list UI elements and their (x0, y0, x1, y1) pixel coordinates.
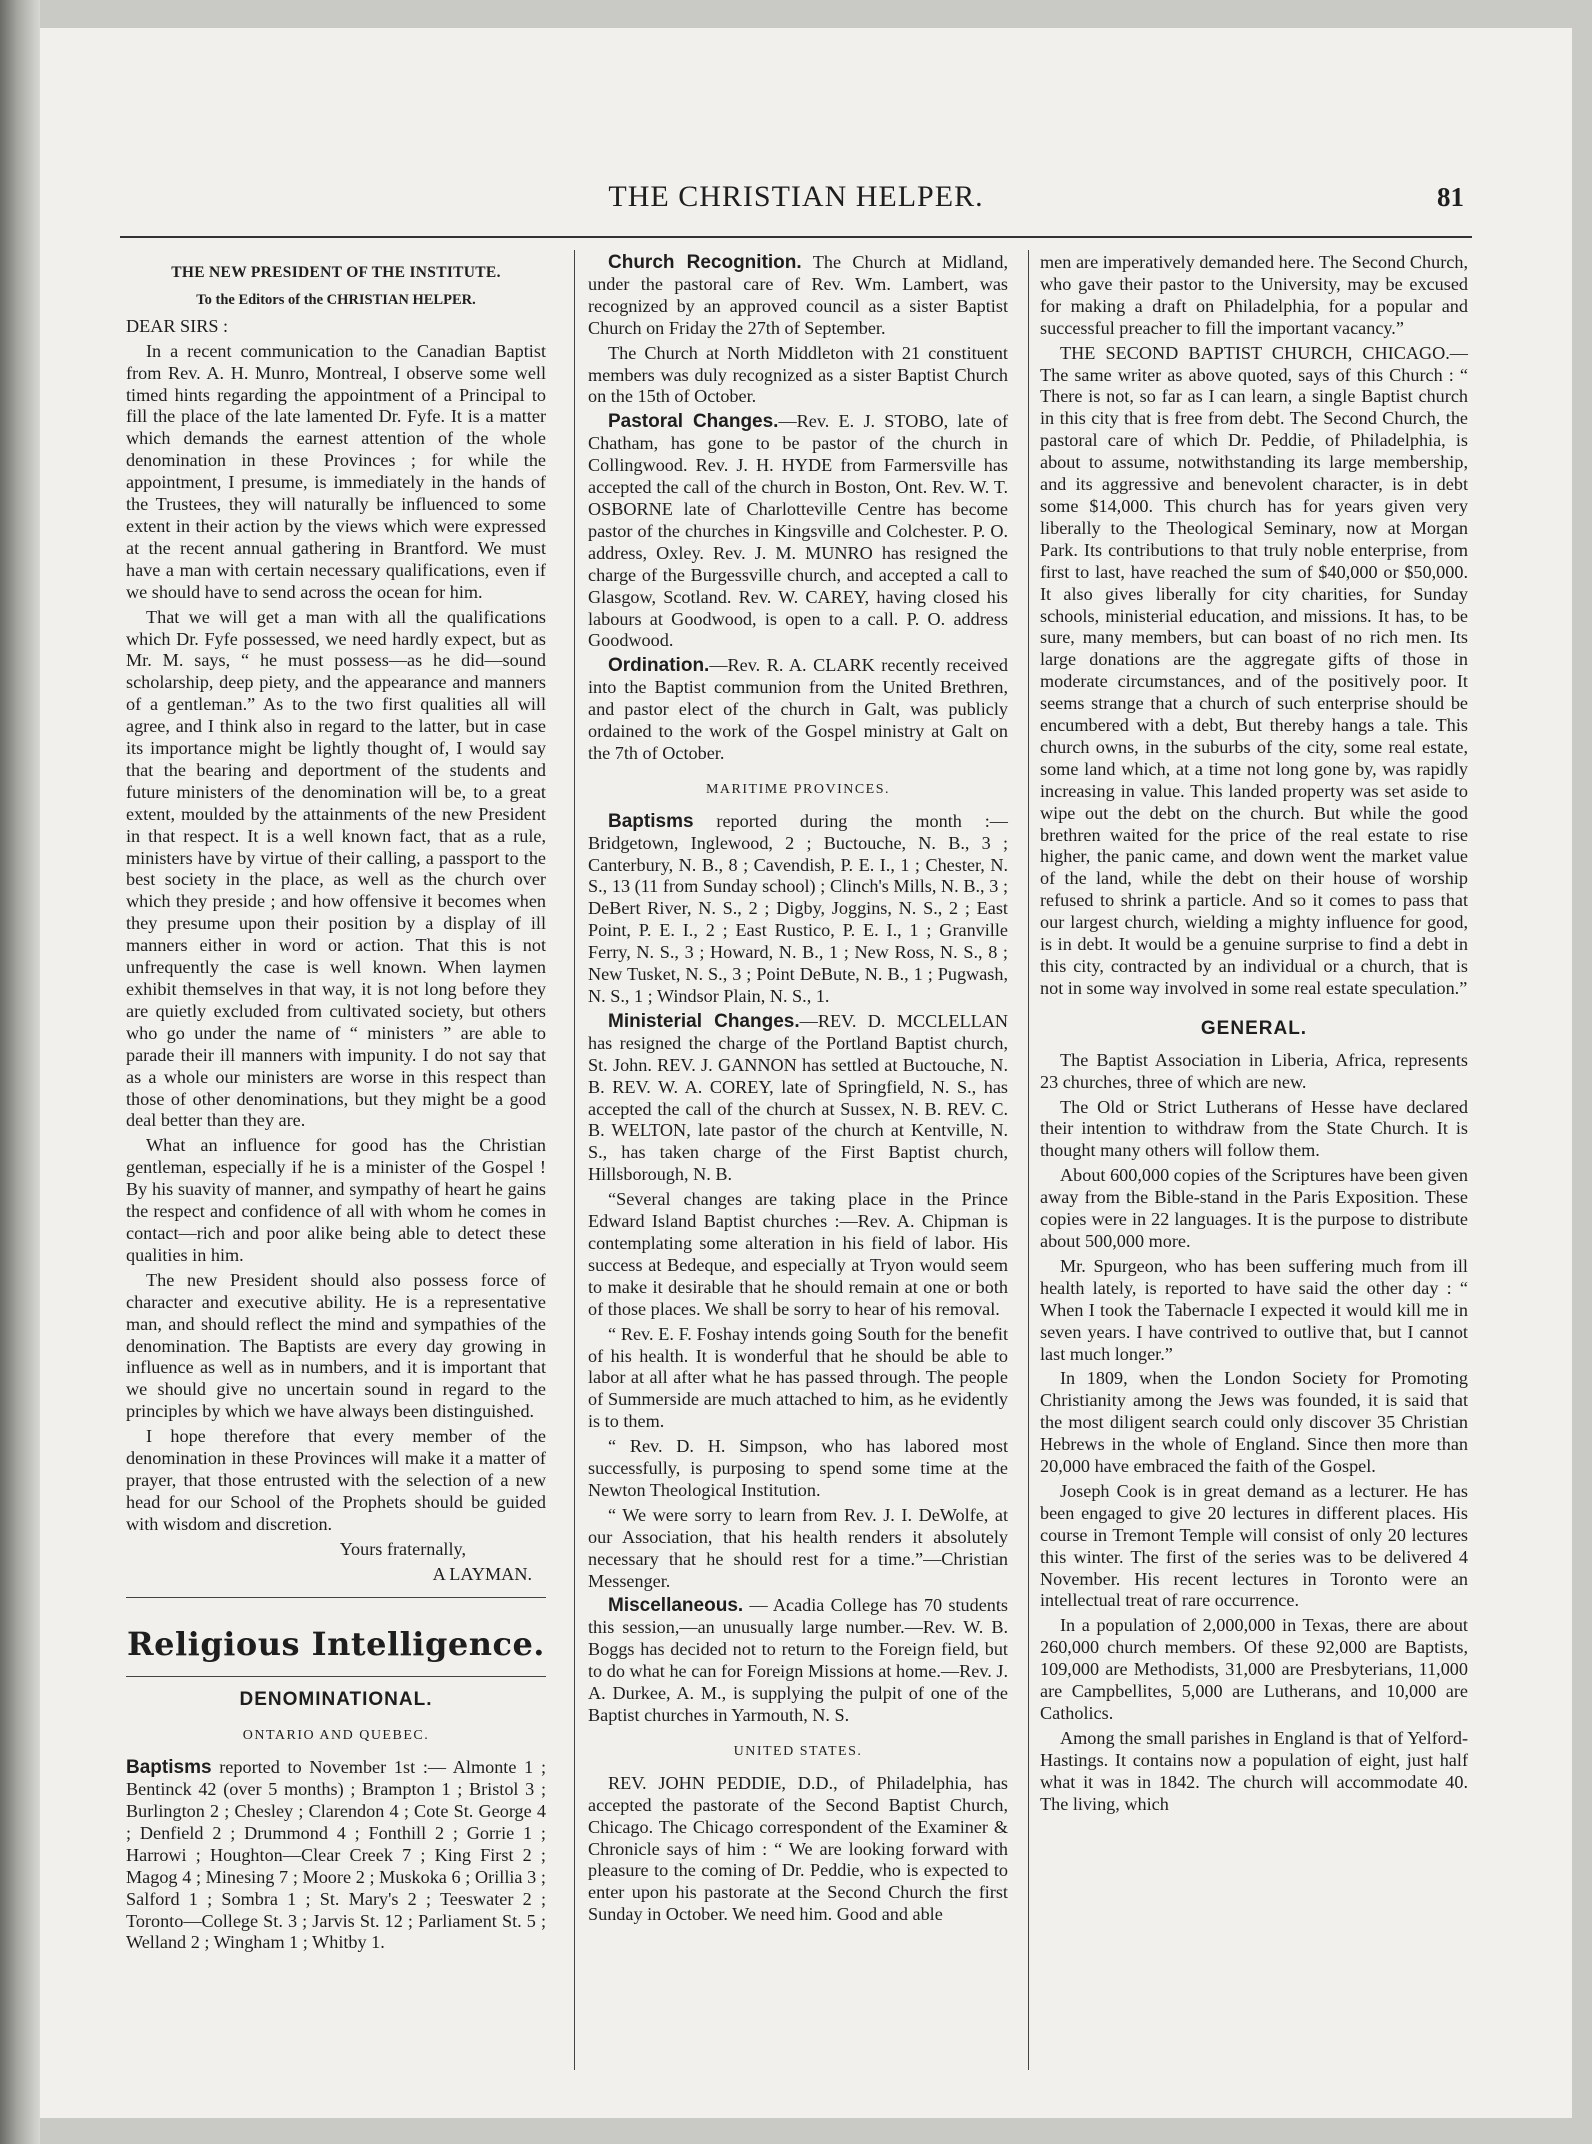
quote-paragraph: “ Rev. E. F. Foshay intends going South for the benefit of his health. It is wonderful that he should be able to labor at all after what he has passed through. The people of Summerside are much attached to him, as he evidently is to them. (588, 1323, 1008, 1432)
news-paragraph: REV. JOHN PEDDIE, D.D., of Philadelphia, has accepted the pastorate of the Second Baptist Church, Chicago. The Chicago correspondent of the Examiner & Chronicle says of him : “ We are looking forward with pleasure to the coming of Dr. Peddie, who is expected to enter upon his pastorate at the Second Church the first Sunday in October. We need him. Good and able (588, 1772, 1008, 1925)
rubric: Ordination. (608, 655, 710, 677)
subsection-heading: GENERAL. (1200, 1017, 1308, 1039)
quote-paragraph: “Several changes are taking place in the Prince Edward Island Baptist churches :—Rev. A. Chipman is contemplating some alteration in his field of labor. His success at Bedeque, and especially at Tryon would seem to make it desirable that he should remain at one or both of those places. We shall be sorry to hear of his removal. (588, 1189, 1008, 1319)
column-1 (126, 252, 546, 1957)
section-divider (126, 1676, 546, 1677)
news-paragraph: THE SECOND BAPTIST CHURCH, CHICAGO.—The same writer as above quoted, says of this Church : “ There is not, so far as I can learn, a single Baptist church in this city that is free from debt. The Second Church, the pastoral care of which Dr. Peddie, of Philadelphia, is about to assume, notwithstanding its large membership, and its aggressive and benevolent character, is in debt some $14,000. This church has for years given very liberally to the Theological Seminary, now at Morgan Park. Its contributions to that truly noble enterprise, from first to last, have reached the sum of $40,000 or $50,000. It also gives liberally for city charities, for Sunday schools, ministerial education, and missions. It has, to be sure, many members, but can boast of no rich men. Its large donations are the aggregate gifts of those in moderate circumstances, and of the positively poor. It seems strange that a church of such enterprise should be encumbered with a debt, But thereby hangs a tale. This church owns, in the suburbs of the city, some real estate, some land which, at a time not long gone by, was rapidly increasing in value. This landed property was set aside to wipe out the debt on the church. But while the good brethren waited for the price of the real estate to rise higher, the panic came, and down went the market value of the land, while the debt on their house of worship refused to shrink a particle. And so it comes to pass that our largest church, wielding a mighty influence for good, is in debt. It would be a genuine surprise to find a debt in this city, contracted by an individual or a church, that is not in some way involved in some real estate speculation.” (1040, 342, 1468, 998)
ministerial-text: —REV. D. MCCLELLAN has resigned the charge of the Portland Baptist church, St. John. REV. J. GANNON has settled at Buctouche, N. B. REV. W. A. COREY, late of Springfield, N. S., has accepted the call of the church at Sussex, N. B. REV. C. B. WELTON, late pastor of the church at Kentville, N. S., has taken charge of the First Baptist church, Hillsborough, N. B. (588, 1010, 1008, 1185)
pastoral-text: —Rev. E. J. STOBO, late of Chatham, has gone to be pastor of the church in Collingwood. Rev. J. H. HYDE from Farmersville has accepted the call of the church in Boston, Ont. Rev. W. T. OSBORNE late of Charlotteville Centre has become pastor of the churches in Kingsville and Colchester. P. O. address, Oxley. Rev. J. M. MUNRO has resigned the charge of the Burgessville church, and accepted a call to Glasgow, Scotland. Rev. W. CAREY, having closed his labours at Goodwood, is open to a call. P. O. address Goodwood. (588, 411, 1009, 651)
address-line: To the Editors of the CHRISTIAN HELPER. (196, 291, 476, 308)
recognition-text: The Church at Midland, under the pastoral care of Rev. Wm. Lambert, was recognized by an approved council as a sister Baptist Church on Friday the 27th of September. (588, 252, 1009, 338)
subsection-heading: DENOMINATIONAL. (239, 1689, 433, 1711)
letter-paragraph: The new President should also possess force of character and executive ability. He is a representative man, and should reflect the mind and sympathies of the denomination. The Baptists are every day growing in influence as well as in numbers, and it is important that we should give no uncertain sound in regard to the principles by which we have always been distinguished. (126, 1269, 546, 1422)
rubric: Church Recognition. (608, 252, 802, 273)
page-number: 81 (1437, 182, 1464, 212)
general-item: The Baptist Association in Liberia, Africa, represents 23 churches, three of which are new. (1040, 1049, 1468, 1092)
region-heading: MARITIME PROVINCES. (705, 781, 891, 797)
quote-paragraph: “ Rev. D. H. Simpson, who has labored most successfully, is purposing to spend some time at the Newton Theological Institution. (588, 1436, 1008, 1500)
column-2 (588, 252, 1008, 1929)
article-heading: THE NEW PRESIDENT OF THE INSTITUTE. (171, 264, 501, 281)
closing: Yours fraternally, (339, 1538, 466, 1559)
ordination-text: —Rev. R. A. CLARK recently received into the Baptist communion from the United Brethren, and pastor elect of the church in Galt, was publicly ordained to the work of the Gospel ministry at Galt on the 7th of October. (588, 655, 1008, 763)
section-divider (126, 1597, 546, 1598)
general-item: About 600,000 copies of the Scriptures have been given away from the Bible-stand in the Paris Exposition. These copies were in 22 languages. It is the purpose to distribute about 500,000 more. (1040, 1165, 1468, 1251)
misc-text: — Acadia College has 70 students this session,—an unusually large number.—Rev. W. B. Boggs has decided not to return to the Foreign field, but to do what he can for Foreign Missions at home.—Rev. J. A. Durkee, A. M., is supplying the pulpit of one of the Baptist churches in Yarmouth, N. S. (588, 1595, 1008, 1725)
header-rule (120, 236, 1472, 238)
letter-paragraph: I hope therefore that every member of the denomination in these Provinces will make it a matter of prayer, that those entrusted with the selection of a new head for our School of the Prophets should be guided with wisdom and discretion. (126, 1426, 546, 1534)
rubric: Ministerial Changes. (608, 1010, 800, 1032)
baptisms-text: reported during the month :— Bridgetown, Inglewood, 2 ; Buctouche, N. B., 3 ; Canterbury, N. B., 8 ; Cavendish, P. E. I., 1 ; Chester, N. S., 13 (11 from Sunday school) ; Clinch's Mills, N. B., 3 ; DeBert River, N. S., 2 ; Digby, Joggins, N. S., 2 ; East Point, P. E. I., 2 ; East Rustico, P. E. I., 1 ; Granville Ferry, N. S., 3 ; Howard, N. B., 1 ; New Ross, N. S., 8 ; New Tusket, N. S., 3 ; Point DeBute, N. B., 1 ; Pugwash, N. S., 1 ; Windsor Plain, N. S., 1. (588, 810, 1008, 1006)
section-title: Religious Intelligence. (127, 1625, 545, 1664)
letter-paragraph: What an influence for good has the Christian gentleman, especially if he is a minister of the Gospel ! By his suavity of manner, and sympathy of heart he gains the respect and confidence of all with whom he comes in contact—rich and poor alike being able to detect these qualities in him. (126, 1135, 546, 1265)
news-paragraph: The Church at North Middleton with 21 constituent members was duly recognized as a sister Baptist Church on the 15th of October. (588, 342, 1008, 407)
general-item: Mr. Spurgeon, who has been suffering much from ill health lately, is reported to have said the other day : “ When I took the Tabernacle I expected it would kill me in seven years. I have contrived to outlive that, but I cannot last much longer.” (1040, 1255, 1468, 1364)
quote-paragraph: “ We were sorry to learn from Rev. J. I. DeWolfe, at our Association, that his health renders it absolutely necessary that he should rest for a time.”—Christian Messenger. (588, 1504, 1008, 1591)
rubric: Miscellaneous. (608, 1595, 744, 1617)
region-heading: UNITED STATES. (733, 1743, 863, 1759)
salutation: DEAR SIRS : (126, 315, 229, 336)
rubric: Baptisms (608, 810, 694, 832)
letter-paragraph: In a recent communication to the Canadian Baptist from Rev. A. H. Munro, Montreal, I observe some well timed hints regarding the appointment of a Principal to fill the place of the late lamented Dr. Fyfe. It is a matter which demands the earnest attention of the whole denomination in these Provinces ; for while the appointment, I presume, is immediately in the hands of the Trustees, they will naturally be influenced to some extent in their action by the views which were expressed at the recent annual gathering in Brantford. We must have a man with certain necessary qualifications, even if we should have to send across the ocean for him. (126, 340, 546, 602)
baptisms-text: reported to November 1st :— Almonte 1 ; Bentinck 42 (over 5 months) ; Brampton 1 ; Bristol 3 ; Burlington 2 ; Chesley ; Clarendon 4 ; Cote St. George 4 ; Denfield 2 ; Drummond 4 ; Fonthill 2 ; Gorrie 1 ; Harrowi ; Houghton—Clear Creek 7 ; King First 2 ; Magog 4 ; Minesing 7 ; Moore 2 ; Muskoka 6 ; Orillia 3 ; Salford 1 ; Sombra 1 ; St. Mary's 2 ; Teeswater 2 ; Toronto—College St. 3 ; Jarvis St. 12 ; Parliament St. 5 ; Welland 2 ; Wingham 1 ; Whitby 1. (126, 1757, 546, 1953)
rubric: Baptisms (126, 1757, 212, 1779)
running-title: THE CHRISTIAN HELPER. (608, 180, 984, 213)
region-heading: ONTARIO AND QUEBEC. (242, 1728, 430, 1744)
column-3 (1040, 252, 1468, 1819)
page-header (120, 180, 1472, 224)
general-item: In a population of 2,000,000 in Texas, there are about 260,000 church members. Of these 92,000 are Baptists, 109,000 are Methodists, 31,000 are Presbyterians, 11,000 are Campbellites, 5,000 are Lutherans, and 10,000 are Catholics. (1040, 1615, 1468, 1723)
general-item: The Old or Strict Lutherans of Hesse have declared their intention to withdraw from the State Church. It is thought many others will follow them. (1040, 1096, 1468, 1161)
rubric: Pastoral Changes. (608, 411, 779, 433)
general-item: In 1809, when the London Society for Promoting Christianity among the Jews was founded, it is said that the most diligent search could only discover 35 Christian Hebrews in the whole of England. Since then more than 20,000 have embraced the faith of the Gospel. (1040, 1368, 1468, 1477)
letter-paragraph: That we will get a man with all the qualifications which Dr. Fyfe possessed, we need hardly expect, but as Mr. M. says, “ he must possess—as he did—sound scholarship, deep piety, and the appearance and manners of a gentleman.” As to the two first qualities all will agree, and I think also in regard to the latter, but in case its importance might be lightly thought of, I would say that the bearing and deportment of the students and future ministers of the denomination will be, to a great extent, moulded by the attainments of the new President in that respect. It is a well known fact, that as a rule, ministers have by virtue of their calling, a passport to the best society in the place, as well as the church over which they preside ; and how offensive it becomes when they presume upon their position by a display of ill manners either in word or action. That this is not unfrequently the case is well known. When laymen exhibit themselves in that way, it is not long before they are quietly excluded from cultivated society, but others who go under the name of “ ministers ” are able to parade their ill manners with impunity. I do not say that as a whole our ministers are worse in this respect than those of other denominations, but they might be a good deal better than they are. (126, 606, 546, 1131)
general-item: Among the small parishes in England is that of Yelford-Hastings. It contains now a population of eight, just half what it was in 1842. The church will accommodate 40. The living, which (1040, 1727, 1468, 1814)
column-rule-1 (574, 250, 575, 2070)
signature: A LAYMAN. (432, 1563, 532, 1584)
continued-paragraph: men are imperatively demanded here. The Second Church, who gave their pastor to the University, may be excused for making a draft on Philadelphia, for a popular and successful preacher to fill the important vacancy.” (1040, 252, 1468, 338)
book-spine-shadow (0, 0, 40, 2144)
column-rule-2 (1028, 250, 1029, 2070)
general-item: Joseph Cook is in great demand as a lecturer. He has been engaged to give 20 lectures in different places. His course in Tremont Temple will consist of only 20 lectures this winter. The first of the series was to be delivered 4 November. His recent lectures in Toronto were an intellectual treat of rare occurrence. (1040, 1480, 1468, 1611)
